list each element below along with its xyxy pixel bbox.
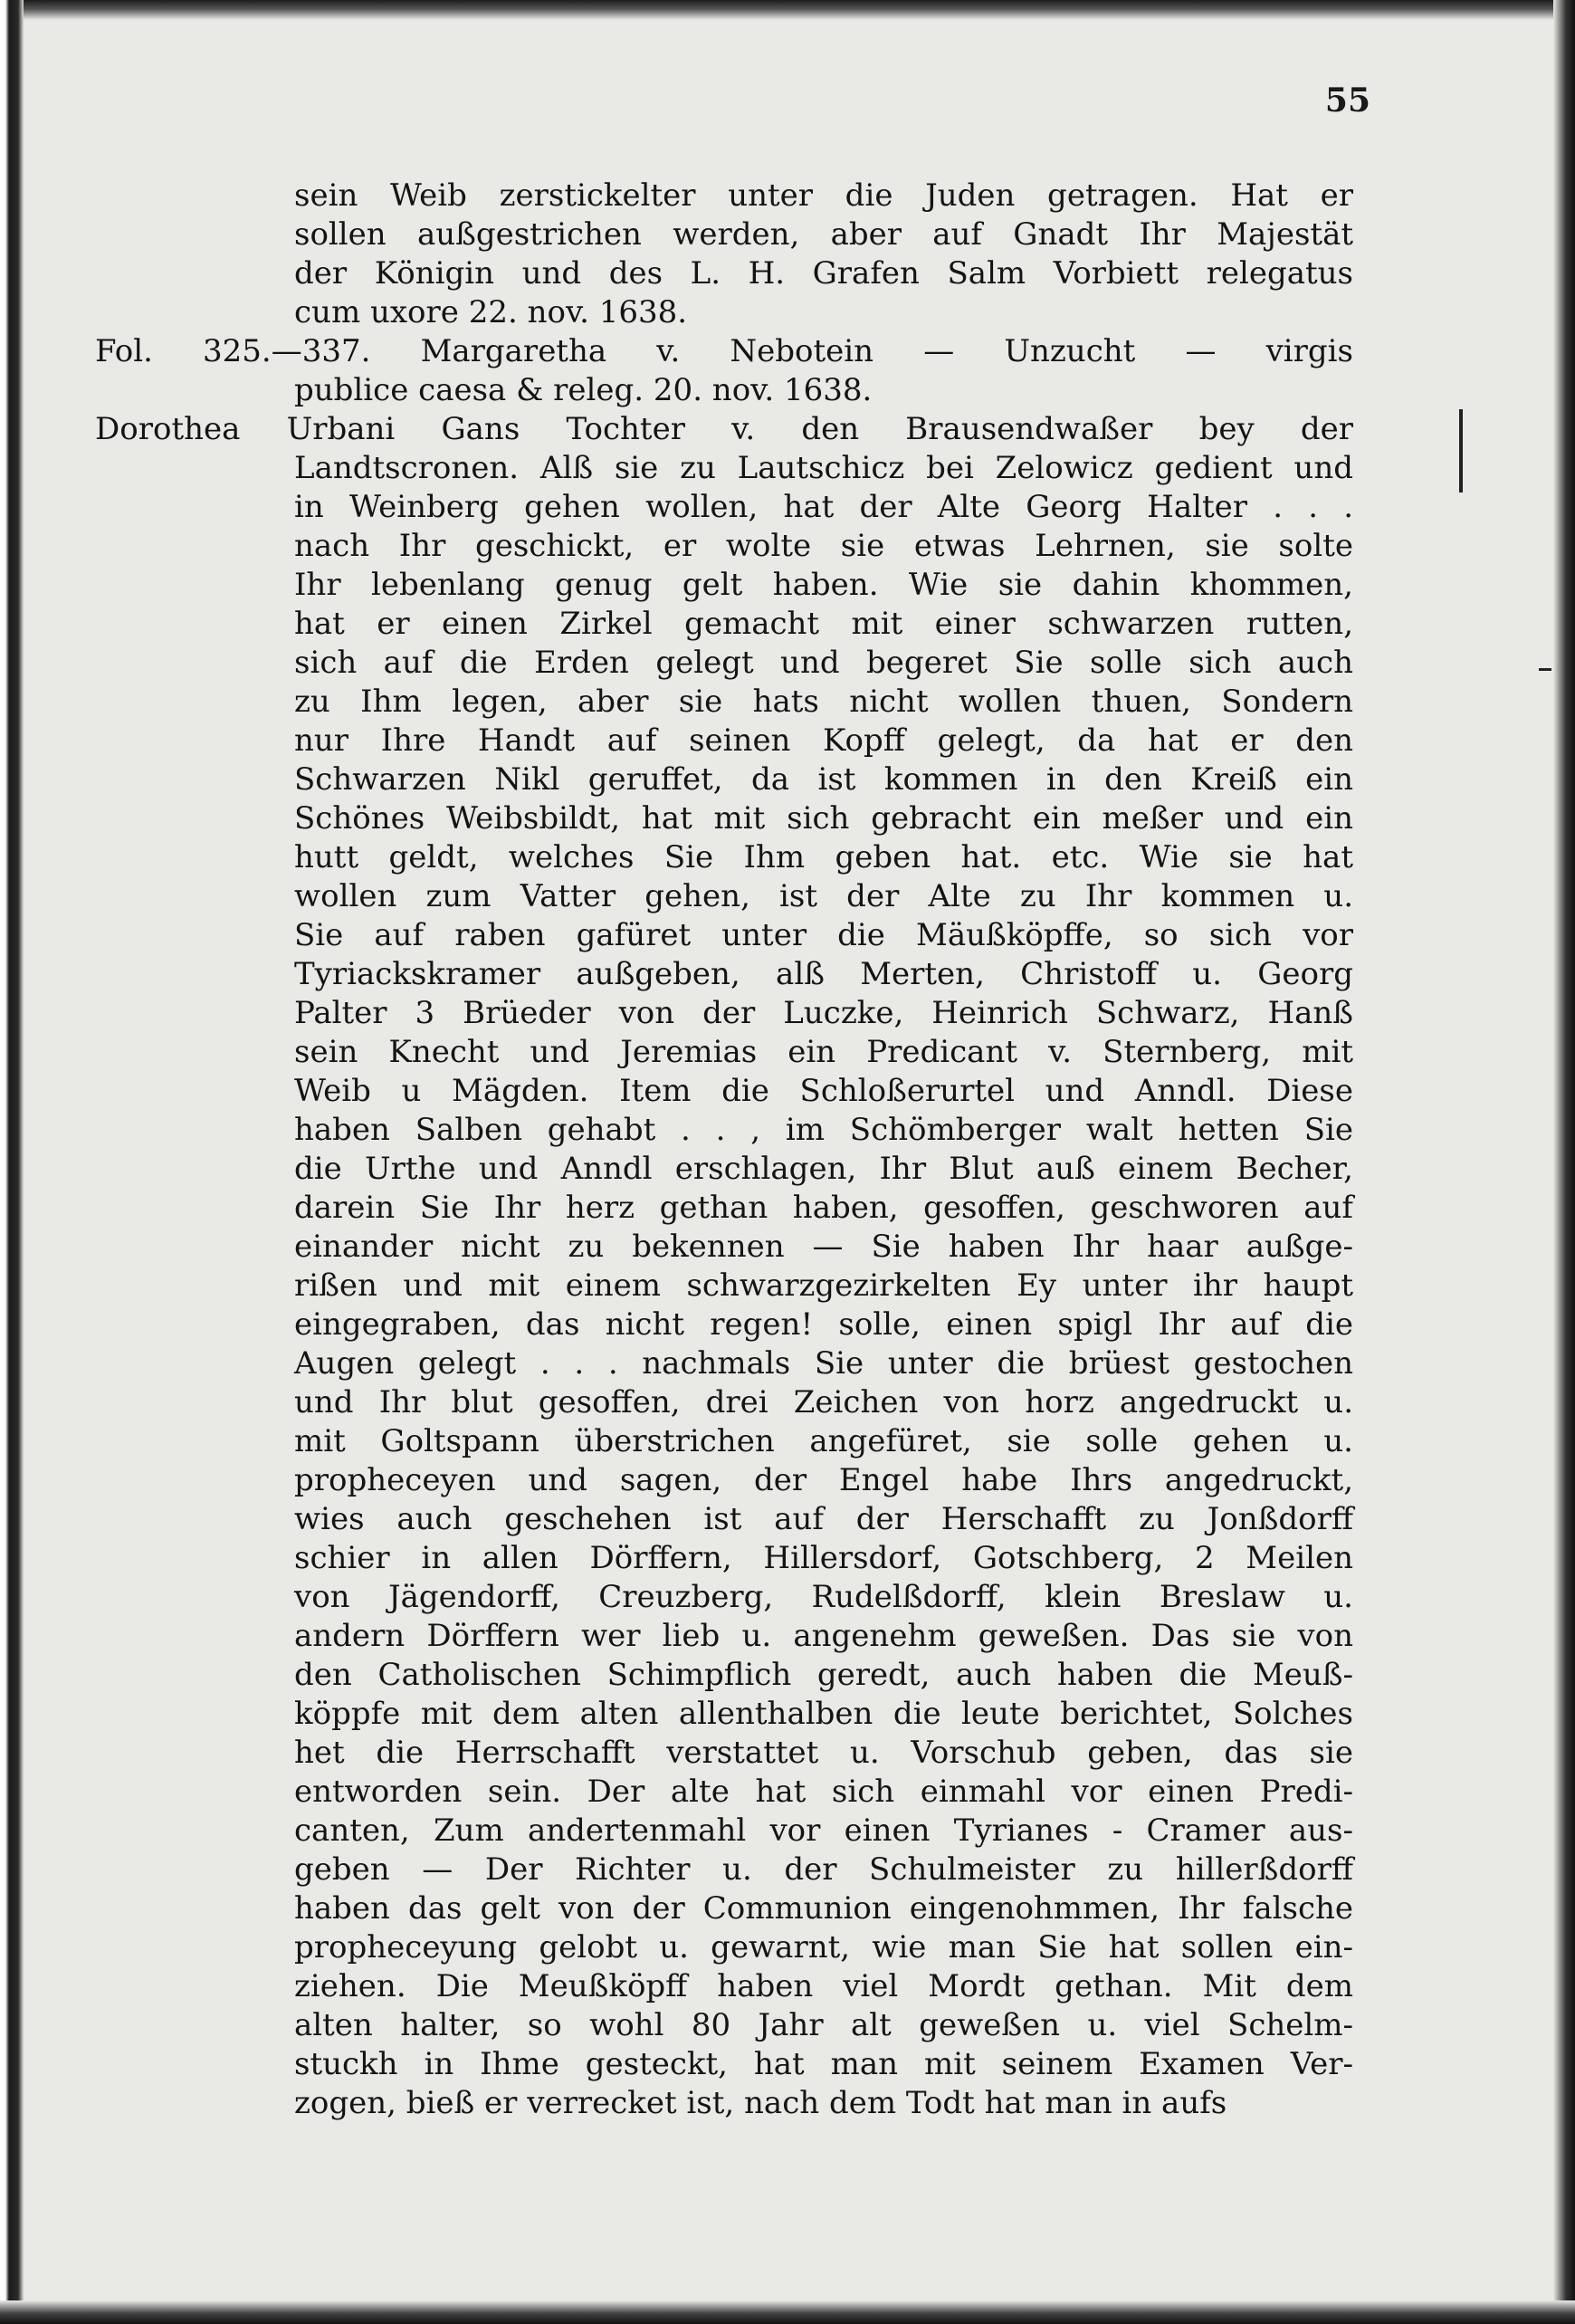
page-top-edge bbox=[0, 0, 1575, 20]
text-line: Weib u Mägden. Item die Schloßerurtel und Anndl. Diese bbox=[294, 1073, 1353, 1109]
text-line: Tyriackskramer außgeben, alß Merten, Christoff u. Georg bbox=[294, 956, 1353, 992]
text-line: propheceyen und sagen, der Engel habe Ihrs angedruckt, bbox=[294, 1462, 1353, 1498]
margin-dash-mark bbox=[1539, 668, 1551, 671]
text-line: köppfe mit dem alten allenthalben die leute berichtet, Solches bbox=[294, 1696, 1353, 1732]
text-line: Dorothea Urbani Gans Tochter v. den Brausendwaßer bey der bbox=[95, 411, 1353, 447]
paragraph bbox=[95, 332, 1353, 410]
text-line: canten, Zum andertenmahl vor einen Tyrianes - Cramer aus- bbox=[294, 1812, 1353, 1849]
text-line: sollen außgestrichen werden, aber auf Gnadt Ihr Majestät bbox=[294, 216, 1353, 253]
text-line: wies auch geschehen ist auf der Herschafft zu Jonßdorff bbox=[294, 1501, 1353, 1537]
text-line: haben Salben gehabt . . , im Schömberger walt hetten Sie bbox=[294, 1112, 1353, 1148]
text-line: einander nicht zu bekennen — Sie haben Ihr haar außge- bbox=[294, 1229, 1353, 1265]
text-line: mit Goltspann überstrichen angefüret, sie solle gehen u. bbox=[294, 1423, 1353, 1459]
text-line: het die Herrschafft verstattet u. Vorschub geben, das sie bbox=[294, 1735, 1353, 1771]
paragraph bbox=[95, 410, 1353, 2123]
page-bottom-edge bbox=[0, 2300, 1575, 2324]
text-line: Palter 3 Brüeder von der Luczke, Heinrich Schwarz, Hanß bbox=[294, 995, 1353, 1031]
text-line: zu Ihm legen, aber sie hats nicht wollen thuen, Sondern bbox=[294, 684, 1353, 720]
text-line: geben — Der Richter u. der Schulmeister zu hillerßdorff bbox=[294, 1851, 1353, 1888]
page-number: 55 bbox=[1324, 81, 1370, 120]
text-line: Schönes Weibsbildt, hat mit sich gebracht ein meßer und ein bbox=[294, 800, 1353, 837]
text-line: in Weinberg gehen wollen, hat der Alte Georg Halter . . . bbox=[294, 489, 1353, 525]
text-line: darein Sie Ihr herz gethan haben, gesoffen, geschworen auf bbox=[294, 1190, 1353, 1226]
text-line: ziehen. Die Meußköpff haben viel Mordt gethan. Mit dem bbox=[294, 1968, 1353, 2004]
text-line: eingegraben, das nicht regen! solle, einen spigl Ihr auf die bbox=[294, 1306, 1353, 1343]
text-line: Landtscronen. Alß sie zu Lautschicz bei Zelowicz gedient und bbox=[294, 450, 1353, 486]
text-line: den Catholischen Schimpflich geredt, auch haben die Meuß- bbox=[294, 1657, 1353, 1693]
text-line: haben das gelt von der Communion eingenohmmen, Ihr falsche bbox=[294, 1890, 1353, 1927]
text-line: Ihr lebenlang genug gelt haben. Wie sie dahin khommen, bbox=[294, 567, 1353, 603]
text-line: wollen zum Vatter gehen, ist der Alte zu Ihr kommen u. bbox=[294, 878, 1353, 914]
body-text bbox=[95, 177, 1353, 2123]
text-line: Sie auf raben gafüret unter die Mäußköpffe, so sich vor bbox=[294, 917, 1353, 953]
text-line: Fol. 325.—337. Margaretha v. Nebotein — Unzucht — virgis bbox=[95, 333, 1353, 369]
text-line: hutt geldt, welches Sie Ihm geben hat. etc. Wie sie hat bbox=[294, 839, 1353, 875]
text-line: nur Ihre Handt auf seinen Kopff gelegt, da hat er den bbox=[294, 722, 1353, 759]
text-line: sein Weib zerstickelter unter die Juden getragen. Hat er bbox=[294, 177, 1353, 214]
page-right-edge bbox=[1553, 0, 1575, 2324]
text-line: stuckh in Ihme gesteckt, hat man mit seinem Examen Ver- bbox=[294, 2046, 1353, 2082]
text-line: der Königin und des L. H. Grafen Salm Vorbiett relegatus bbox=[294, 255, 1353, 292]
text-line: Augen gelegt . . . nachmals Sie unter die brüest gestochen bbox=[294, 1345, 1353, 1382]
text-line: alten halter, so wohl 80 Jahr alt geweßen u. viel Schelm- bbox=[294, 2007, 1353, 2043]
paragraph bbox=[195, 177, 1353, 332]
text-line: cum uxore 22. nov. 1638. bbox=[294, 294, 688, 330]
text-line: entworden sein. Der alte hat sich einmahl vor einen Predi- bbox=[294, 1774, 1353, 1810]
text-line: schier in allen Dörffern, Hillersdorf, Gotschberg, 2 Meilen bbox=[294, 1540, 1353, 1576]
text-line: hat er einen Zirkel gemacht mit einer schwarzen rutten, bbox=[294, 606, 1353, 642]
margin-line-mark bbox=[1459, 409, 1463, 493]
text-line: nach Ihr geschickt, er wolte sie etwas Lehrnen, sie solte bbox=[294, 528, 1353, 564]
text-line: sich auf die Erden gelegt und begeret Sie solle sich auch bbox=[294, 645, 1353, 681]
text-line: propheceyung gelobt u. gewarnt, wie man Sie hat sollen ein- bbox=[294, 1929, 1353, 1965]
text-line: sein Knecht und Jeremias ein Predicant v. Sternberg, mit bbox=[294, 1034, 1353, 1070]
text-line: die Urthe und Anndl erschlagen, Ihr Blut auß einem Becher, bbox=[294, 1151, 1353, 1187]
text-line: rißen und mit einem schwarzgezirkelten Ey unter ihr haupt bbox=[294, 1267, 1353, 1304]
text-line: von Jägendorff, Creuzberg, Rudelßdorff, klein Breslaw u. bbox=[294, 1579, 1353, 1615]
page-binding-edge bbox=[0, 0, 24, 2324]
text-line: Schwarzen Nikl geruffet, da ist kommen in den Kreiß ein bbox=[294, 761, 1353, 798]
text-line: und Ihr blut gesoffen, drei Zeichen von horz angedruckt u. bbox=[294, 1384, 1353, 1420]
text-line: andern Dörffern wer lieb u. angenehm geweßen. Das sie von bbox=[294, 1618, 1353, 1654]
text-line: publice caesa & releg. 20. nov. 1638. bbox=[294, 372, 873, 408]
text-line: zogen, bieß er verrecket ist, nach dem Todt hat man in aufs bbox=[294, 2085, 1227, 2121]
